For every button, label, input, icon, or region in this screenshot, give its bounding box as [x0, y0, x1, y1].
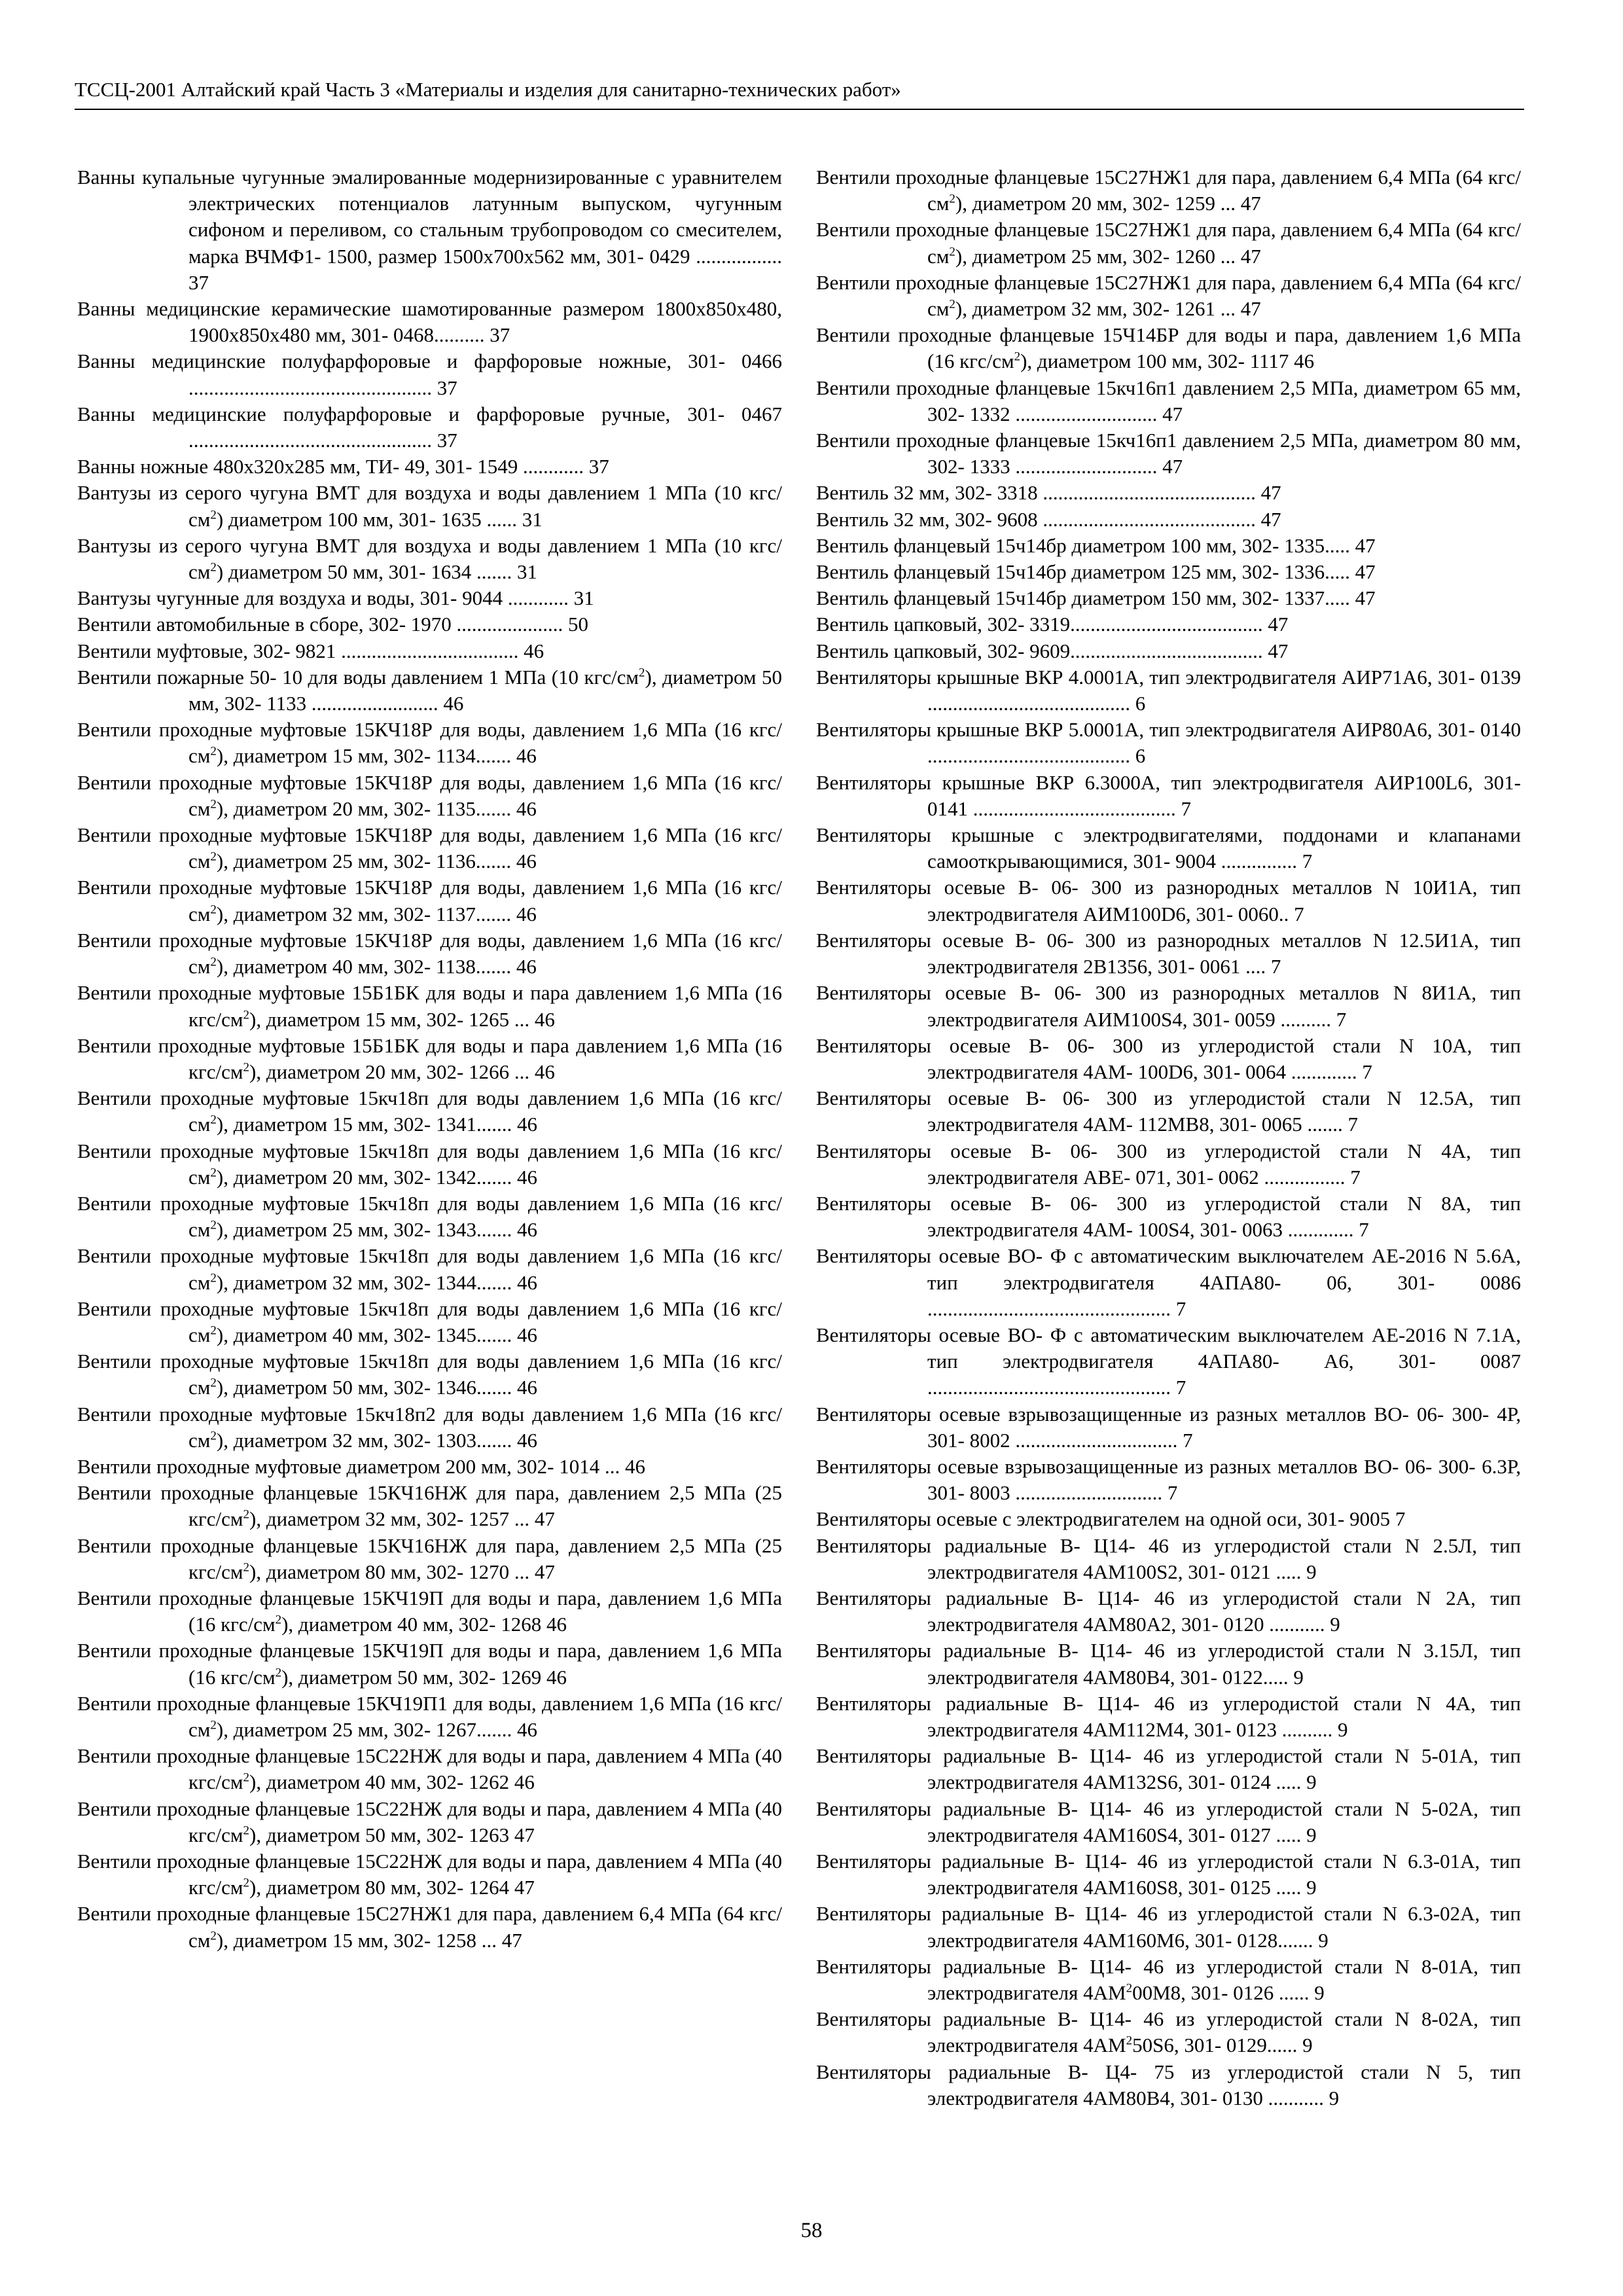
index-entry: Вентиляторы осевые ВО- Ф с автоматическим выключателем АЕ-2016 N 7.1А, тип электродвигателя 4АПА80- А6, 301- 0087 ................................................ 7 — [816, 1323, 1521, 1399]
index-entry: Вентили проходные муфтовые 15КЧ18Р для воды, давлением 1,6 МПа (16 кгс/$см^2$), диаметром 20 мм, 302- 1135....... 46 — [77, 770, 782, 820]
index-entry: Вентиляторы крышные ВКР 5.0001А, тип электродвигателя АИР80А6, 301- 0140 ........................................ 6 — [816, 718, 1521, 768]
index-entry: Ванны медицинские керамические шамотированные размером 1800х850х480, 1900х850х480 мм, 301- 0468.......... 37 — [77, 297, 782, 347]
index-entry: Вентили автомобильные в сборе, 302- 1970 ..................... 50 — [77, 613, 589, 636]
index-entry: Вентили проходные муфтовые 15кч18п для воды давлением 1,6 МПа (16 кгс/$см^2$), диаметром 20 мм, 302- 1342....... 46 — [77, 1139, 782, 1189]
index-entry: Вентиляторы радиальные В- Ц14- 46 из углеродистой стали N 6.3-01А, тип электродвигателя 4АМ160S8, 301- 0125 ..... 9 — [816, 1850, 1521, 1899]
index-entry: Вентиляторы радиальные В- Ц14- 46 из углеродистой стали N 2.5Л, тип электродвигателя 4АМ100S2, 301- 0121 ..... 9 — [816, 1534, 1521, 1583]
index-entry: Вентили проходные муфтовые 15кч18п2 для воды давлением 1,6 МПа (16 кгс/$см^2$), диаметром 32 мм, 302- 1303....... 46 — [77, 1402, 782, 1452]
index-entry: Вентили проходные муфтовые 15Б1БК для воды и пара давлением 1,6 МПа (16 кгс/$см^2$), диаметром 20 мм, 302- 1266 ... 46 — [77, 1033, 782, 1083]
index-entry: Вентиль 32 мм, 302- 9608 .......................................... 47 — [816, 507, 1281, 531]
index-entry: Вентиляторы осевые В- 06- 300 из углеродистой стали N 8А, тип электродвигателя 4АМ- 100S4, 301- 0063 ............. 7 — [816, 1191, 1521, 1242]
index-entry: Вентили проходные муфтовые 15кч18п для воды давлением 1,6 МПа (16 кгс/$см^2$), диаметром 25 мм, 302- 1343....... 46 — [77, 1191, 782, 1242]
index-entry: Ванны медицинские полуфарфоровые и фарфоровые ручные, 301- 0467 ................................................ 37 — [77, 402, 782, 452]
index-entry: Вентили проходные муфтовые 15кч18п для воды давлением 1,6 МПа (16 кгс/$см^2$), диаметром 40 мм, 302- 1345....... 46 — [77, 1297, 782, 1346]
index-entry: Вентиляторы радиальные В- Ц14- 46 из углеродистой стали N 5-02А, тип электродвигателя 4АМ160S4, 301- 0127 ..... 9 — [816, 1797, 1521, 1846]
index-entry: Вентиляторы радиальные В- Ц4- 75 из углеродистой стали N 5, тип электродвигателя 4АМ80В4, 301- 0130 ........... 9 — [816, 2060, 1521, 2109]
index-entry: Вентиляторы осевые В- 06- 300 из разнородных металлов N 10И1А, тип электродвигателя АИМ100D6, 301- 0060.. 7 — [816, 876, 1521, 925]
index-entry: Вентили проходные фланцевые 15С22НЖ для воды и пара, давлением 4 МПа (40 кгс/$см^2$), диаметром 80 мм, 302- 1264 47 — [77, 1850, 782, 1899]
index-entry: Вентили муфтовые, 302- 9821 ................................... 46 — [77, 639, 544, 662]
index-entry: Вентиляторы осевые В- 06- 300 из углеродистой стали N 10А, тип электродвигателя 4АМ- 100D6, 301- 0064 ............. 7 — [816, 1033, 1521, 1083]
index-entry: Вентиляторы радиальные В- Ц14- 46 из углеродистой стали N 5-01А, тип электродвигателя 4АМ132S6, 301- 0124 ..... 9 — [816, 1744, 1521, 1794]
index-entry: Вентили проходные фланцевые 15КЧ19П для воды и пара, давлением 1,6 МПа (16 кгс/$см^2$), диаметром 40 мм, 302- 1268 46 — [77, 1586, 782, 1636]
index-entry: Вентили проходные муфтовые диаметром 200 мм, 302- 1014 ... 46 — [77, 1454, 645, 1478]
index-entry: Вантузы чугунные для воздуха и воды, 301- 9044 ............ 31 — [77, 586, 594, 610]
index-entry: Вентиляторы крышные с электродвигателями, поддонами и клапанами самооткрывающимися, 301- 9004 ............... 7 — [816, 823, 1521, 873]
index-entry: Вентили проходные муфтовые 15кч18п для воды давлением 1,6 МПа (16 кгс/$см^2$), диаметром 32 мм, 302- 1344....... 46 — [77, 1244, 782, 1294]
index-entry: Вентили проходные фланцевые 15С22НЖ для воды и пара, давлением 4 МПа (40 кгс/$см^2$), диаметром 50 мм, 302- 1263 47 — [77, 1797, 782, 1846]
index-entry: Вентили проходные фланцевые 15кч16п1 давлением 2,5 МПа, диаметром 65 мм, 302- 1332 ............................ 47 — [816, 376, 1521, 425]
index-entry: Вентиль цапковый, 302- 9609...................................... 47 — [816, 639, 1289, 662]
index-entry: Вентиляторы крышные ВКР 4.0001А, тип электродвигателя АИР71А6, 301- 0139 ........................................ 6 — [816, 665, 1521, 715]
index-entry: Вентили проходные фланцевые 15С27НЖ1 для пара, давлением 6,4 МПа (64 кгс/$см^2$), диаметром 20 мм, 302- 1259 ... 47 — [816, 166, 1521, 215]
index-entry: Вентили проходные муфтовые 15кч18п для воды давлением 1,6 МПа (16 кгс/$см^2$), диаметром 15 мм, 302- 1341....... 46 — [77, 1086, 782, 1136]
index-entry: Вентиляторы осевые В- 06- 300 из углеродистой стали N 12.5А, тип электродвигателя 4АМ- 112МВ8, 301- 0065 ....... 7 — [816, 1086, 1521, 1136]
header-title: ТССЦ-2001 Алтайский край Часть 3 «Материалы и изделия для санитарно-технических работ» — [75, 78, 901, 101]
index-column-left — [77, 164, 782, 1954]
index-entry: Вентили проходные фланцевые 15С27НЖ1 для пара, давлением 6,4 МПа (64 кгс/$см^2$), диаметром 32 мм, 302- 1261 ... 47 — [816, 270, 1521, 321]
index-entry: Вентили проходные муфтовые 15КЧ18Р для воды, давлением 1,6 МПа (16 кгс/$см^2$), диаметром 32 мм, 302- 1137....... 46 — [77, 876, 782, 925]
index-entry: Вентили проходные муфтовые 15КЧ18Р для воды, давлением 1,6 МПа (16 кгс/$см^2$), диаметром 25 мм, 302- 1136....... 46 — [77, 823, 782, 873]
index-entry: Вентиляторы осевые В- 06- 300 из углеродистой стали N 4А, тип электродвигателя АВЕ- 071, 301- 0062 ................ 7 — [816, 1139, 1521, 1189]
index-entry: Вентили проходные фланцевые 15КЧ19П для воды и пара, давлением 1,6 МПа (16 кгс/$см^2$), диаметром 50 мм, 302- 1269 46 — [77, 1639, 782, 1689]
index-entry: Вантузы из серого чугуна ВМТ для воздуха и воды давлением 1 МПа (10 кгс/$см^2$) диаметром 50 мм, 301- 1634 ....... 31 — [77, 533, 782, 584]
index-entry: Вентили проходные муфтовые 15КЧ18Р для воды, давлением 1,6 МПа (16 кгс/$см^2$), диаметром 15 мм, 302- 1134....... 46 — [77, 718, 782, 768]
index-entry: Вентили проходные фланцевые 15С27НЖ1 для пара, давлением 6,4 МПа (64 кгс/$см^2$), диаметром 15 мм, 302- 1258 ... 47 — [77, 1902, 782, 1952]
index-entry: Вентиляторы радиальные В- Ц14- 46 из углеродистой стали N 3.15Л, тип электродвигателя 4АМ80В4, 301- 0122..... 9 — [816, 1639, 1521, 1689]
index-entry: Ванны ножные 480х320х285 мм, ТИ- 49, 301- 1549 ............ 37 — [77, 455, 609, 478]
index-entry: Вентили проходные фланцевые 15КЧ19П1 для воды, давлением 1,6 МПа (16 кгс/$см^2$), диаметром 25 мм, 302- 1267....... 46 — [77, 1691, 782, 1741]
index-entry: Вентили проходные фланцевые 15КЧ16НЖ для пара, давлением 2,5 МПа (25 кгс/$см^2$), диаметром 80 мм, 302- 1270 ... 47 — [77, 1534, 782, 1583]
index-entry: Вентили проходные муфтовые 15КЧ18Р для воды, давлением 1,6 МПа (16 кгс/$см^2$), диаметром 40 мм, 302- 1138....... 46 — [77, 928, 782, 978]
index-entry: Вентили проходные фланцевые 15Ч14БР для воды и пара, давлением 1,6 МПа (16 кгс/$см^2$), диаметром 100 мм, 302- 1117 46 — [816, 323, 1521, 373]
index-entry: Ванны купальные чугунные эмалированные модернизированные с уравнителем электрических потенциалов латунным выпуском, чугунным сифоном и переливом, со стальным трубопроводом со смесителем, марка ВЧМФ1- 1500, размер 1500х700х562 мм, 301- 0429 ................. 37 — [77, 166, 782, 294]
index-entry: Вентиляторы осевые В- 06- 300 из разнородных металлов N 12.5И1А, тип электродвигателя 2В1356, 301- 0061 .... 7 — [816, 928, 1521, 978]
index-entry: Вентиляторы радиальные В- Ц14- 46 из углеродистой стали N 4А, тип электродвигателя 4АМ112М4, 301- 0123 .......... 9 — [816, 1691, 1521, 1741]
index-entry: Вентиляторы осевые В- 06- 300 из разнородных металлов N 8И1А, тип электродвигателя АИМ100S4, 301- 0059 .......... 7 — [816, 981, 1521, 1031]
index-entry: Вентили проходные фланцевые 15С22НЖ для воды и пара, давлением 4 МПа (40 кгс/$см^2$), диаметром 40 мм, 302- 1262 46 — [77, 1744, 782, 1794]
index-entry: Вентиляторы осевые взрывозащищенные из разных металлов ВО- 06- 300- 6.3Р, 301- 8003 ............................. 7 — [816, 1454, 1521, 1505]
index-entry: Вентиль цапковый, 302- 3319...................................... 47 — [816, 613, 1289, 636]
index-column-right — [816, 164, 1521, 2111]
page-number: 58 — [800, 2219, 823, 2242]
index-entry: Вентили проходные фланцевые 15кч16п1 давлением 2,5 МПа, диаметром 80 мм, 302- 1333 ............................ 47 — [816, 429, 1521, 478]
index-entry: Вентили проходные фланцевые 15С27НЖ1 для пара, давлением 6,4 МПа (64 кгс/$см^2$), диаметром 25 мм, 302- 1260 ... 47 — [816, 218, 1521, 268]
index-entry: Вентиляторы осевые взрывозащищенные из разных металлов ВО- 06- 300- 4Р, 301- 8002 ................................ 7 — [816, 1402, 1521, 1452]
running-header — [75, 75, 1524, 110]
index-entry: Ванны медицинские полуфарфоровые и фарфоровые ножные, 301- 0466 ................................................ 37 — [77, 350, 782, 399]
index-entry: Вантузы из серого чугуна ВМТ для воздуха и воды давлением 1 МПа (10 кгс/$см^2$) диаметром 100 мм, 301- 1635 ...... 31 — [77, 481, 782, 531]
index-entry: Вентиль фланцевый 15ч14бр диаметром 125 мм, 302- 1336..... 47 — [816, 560, 1376, 584]
index-entry: Вентиляторы радиальные В- Ц14- 46 из углеродистой стали N 6.3-02А, тип электродвигателя 4АМ160М6, 301- 0128....... 9 — [816, 1902, 1521, 1952]
index-entry: Вентиляторы осевые ВО- Ф с автоматическим выключателем АЕ-2016 N 5.6А, тип электродвигателя 4АПА80- 06, 301- 0086 ................................................ 7 — [816, 1244, 1521, 1320]
index-entry: Вентили пожарные 50- 10 для воды давлением 1 МПа (10 кгс/$см^2$), диаметром 50 мм, 302- 1133 ......................... 46 — [77, 665, 782, 715]
index-entry: Вентили проходные фланцевые 15КЧ16НЖ для пара, давлением 2,5 МПа (25 кгс/$см^2$), диаметром 32 мм, 302- 1257 ... 47 — [77, 1481, 782, 1531]
index-entry: Вентиль 32 мм, 302- 3318 .......................................... 47 — [816, 481, 1281, 505]
index-entry: Вентиль фланцевый 15ч14бр диаметром 150 мм, 302- 1337..... 47 — [816, 586, 1376, 610]
index-entry: Вентили проходные муфтовые 15кч18п для воды давлением 1,6 МПа (16 кгс/$см^2$), диаметром 50 мм, 302- 1346....... 46 — [77, 1350, 782, 1399]
index-entry: Вентиль фланцевый 15ч14бр диаметром 100 мм, 302- 1335..... 47 — [816, 533, 1376, 557]
index-entry: Вентиляторы радиальные В- Ц14- 46 из углеродистой стали N 8-02А, тип электродвигателя $4АМ^250S6$, 301- 0129...... 9 — [816, 2007, 1521, 2057]
index-entry: Вентиляторы осевые с электродвигателем на одной оси, 301- 9005 7 — [816, 1507, 1406, 1531]
index-entry: Вентиляторы радиальные В- Ц14- 46 из углеродистой стали N 2А, тип электродвигателя 4АМ80А2, 301- 0120 ........... 9 — [816, 1586, 1521, 1636]
index-entry: Вентиляторы радиальные В- Ц14- 46 из углеродистой стали N 8-01А, тип электродвигателя $4АМ^200М8$, 301- 0126 ...... 9 — [816, 1954, 1521, 2005]
index-entry: Вентиляторы крышные ВКР 6.3000А, тип электродвигателя АИР100L6, 301- 0141 ........................................ 7 — [816, 770, 1521, 820]
index-entry: Вентили проходные муфтовые 15Б1БК для воды и пара давлением 1,6 МПа (16 кгс/$см^2$), диаметром 15 мм, 302- 1265 ... 46 — [77, 981, 782, 1031]
